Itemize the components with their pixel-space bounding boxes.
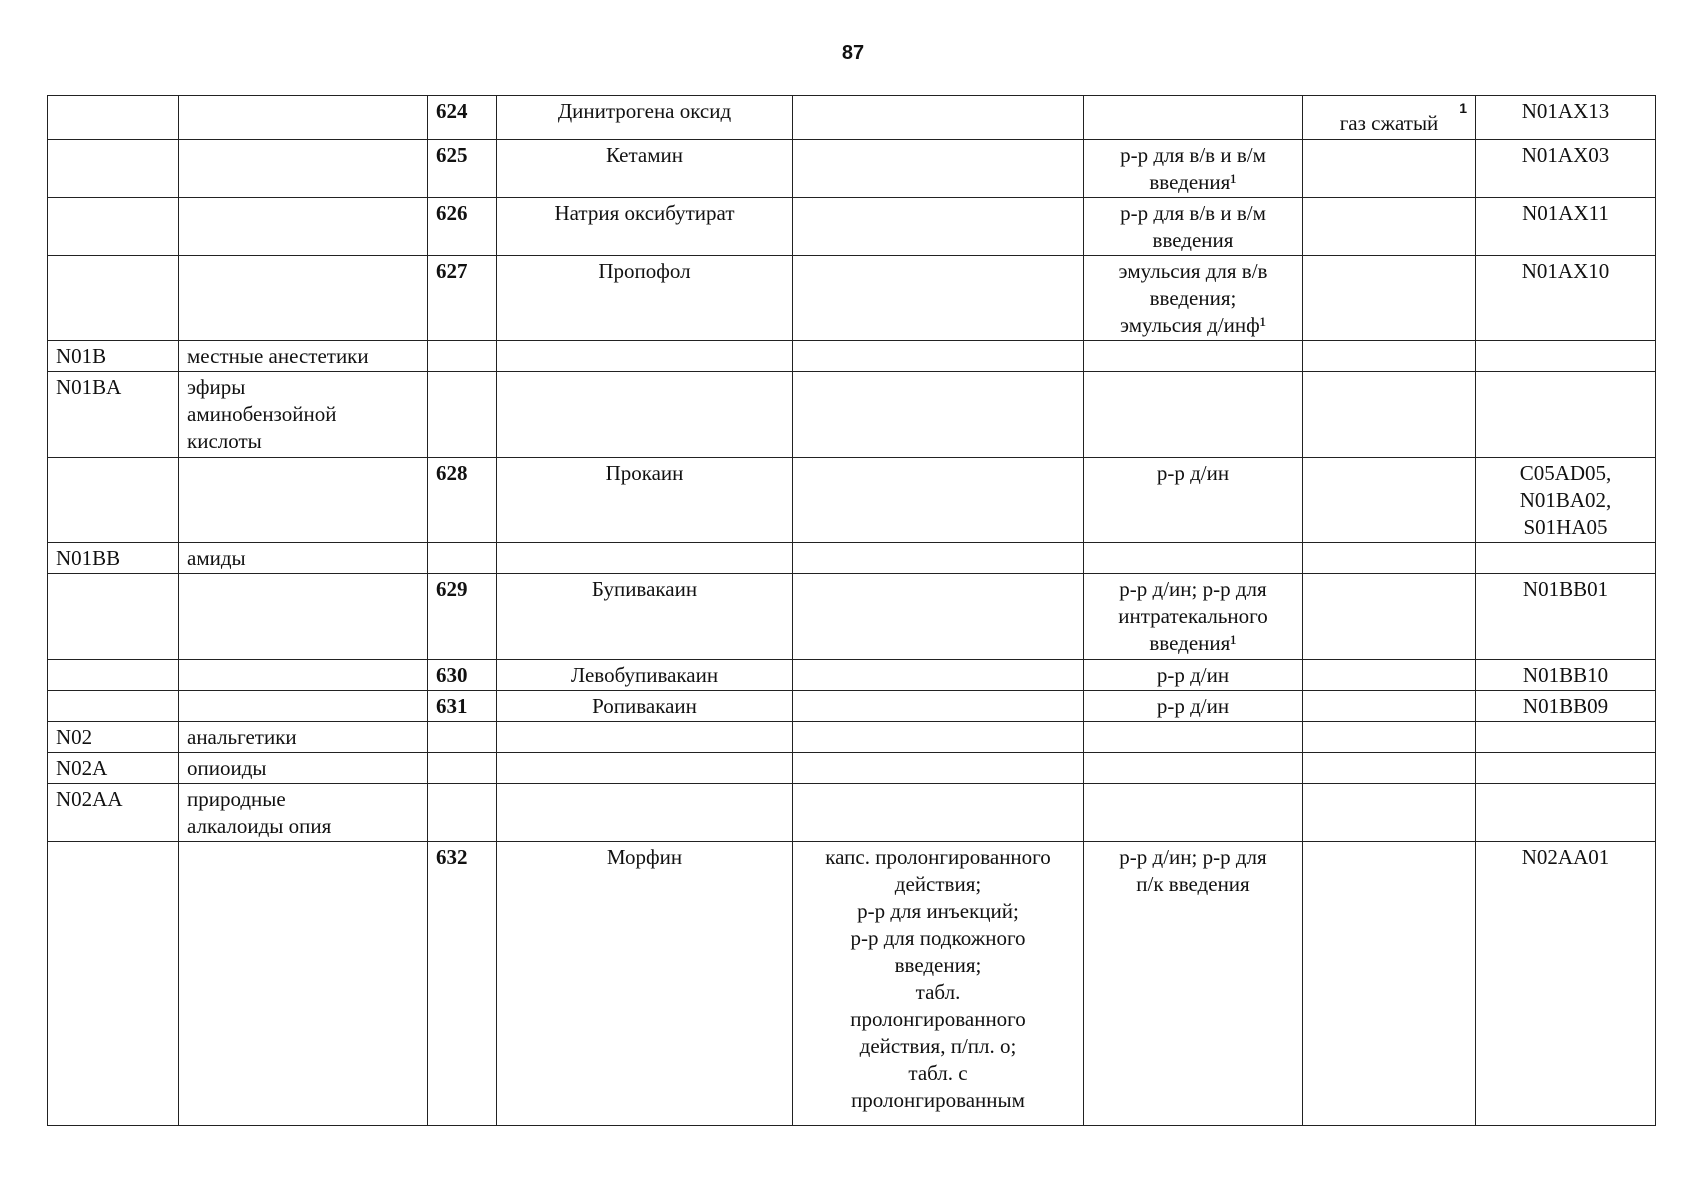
table-row (48, 372, 1656, 458)
table-row (48, 784, 1656, 842)
item-number-cell (428, 198, 497, 256)
dosage-form-a-cell (793, 96, 1084, 140)
dosage-form-a-cell (793, 372, 1084, 458)
item-number-cell (428, 753, 497, 784)
group-code-cell (48, 140, 179, 198)
extra-form-text (1311, 374, 1467, 386)
extra-form-text (1311, 545, 1467, 557)
group-name-cell (179, 372, 428, 458)
item-number-cell (428, 372, 497, 458)
atc-code-text: N01BB09 (1522, 694, 1609, 718)
footnote-marker: 1 (1459, 100, 1467, 116)
extra-form-cell (1303, 842, 1476, 1126)
drug-name-cell (497, 372, 793, 458)
dosage-form-b-cell (1084, 691, 1303, 722)
extra-form-cell (1303, 140, 1476, 198)
group-name-cell (179, 722, 428, 753)
group-code-text: N01BB (56, 546, 121, 570)
group-code-cell (48, 784, 179, 842)
group-name-cell (179, 660, 428, 691)
extra-form-cell (1303, 574, 1476, 660)
dosage-form-a-cell (793, 574, 1084, 660)
atc-code-cell (1476, 753, 1656, 784)
atc-code-text: N02AA01 (1521, 845, 1610, 869)
atc-code-cell (1476, 341, 1656, 372)
extra-form-cell (1303, 256, 1476, 341)
group-name-cell (179, 256, 428, 341)
extra-form-text (1311, 142, 1467, 154)
drug-table (47, 95, 1656, 1126)
item-number-cell (428, 96, 497, 140)
group-code-text: N02AA (56, 787, 123, 811)
extra-form-cell (1303, 198, 1476, 256)
dosage-form-b-cell (1084, 198, 1303, 256)
extra-form-text (1311, 576, 1467, 588)
group-code-cell (48, 341, 179, 372)
item-number-text: 627 (436, 259, 468, 283)
extra-form-text (1311, 662, 1467, 674)
table-row (48, 722, 1656, 753)
extra-form-cell (1303, 784, 1476, 842)
atc-code-cell (1476, 543, 1656, 574)
group-code-text: N01BA (56, 375, 122, 399)
dosage-form-b-cell (1084, 842, 1303, 1126)
group-code-cell (48, 842, 179, 1126)
drug-name-cell (497, 784, 793, 842)
dosage-form-a-cell (793, 784, 1084, 842)
atc-code-cell (1476, 722, 1656, 753)
dosage-form-b-cell (1084, 660, 1303, 691)
atc-code-cell (1476, 458, 1656, 543)
group-name-cell (179, 784, 428, 842)
extra-form-cell (1303, 660, 1476, 691)
drug-name-text: Морфин (606, 845, 683, 869)
extra-form-text (1311, 844, 1467, 856)
group-code-cell (48, 256, 179, 341)
table-row (48, 198, 1656, 256)
group-code-cell (48, 543, 179, 574)
group-name-cell (179, 574, 428, 660)
table-row (48, 96, 1656, 140)
group-code-cell (48, 372, 179, 458)
atc-code-text: N01BB01 (1522, 577, 1609, 601)
table-row (48, 256, 1656, 341)
atc-code-cell (1476, 256, 1656, 341)
item-number-text: 625 (436, 143, 468, 167)
drug-name-text: Натрия оксибутират (554, 201, 735, 225)
group-name-cell (179, 543, 428, 574)
drug-name-text: Кетамин (605, 143, 684, 167)
dosage-form-a-cell (793, 842, 1084, 1126)
group-name-text: эфиры аминобензойной кислоты (187, 375, 337, 453)
table-row (48, 574, 1656, 660)
drug-name-cell (497, 256, 793, 341)
group-code-text: N02 (56, 725, 93, 749)
drug-name-text: Левобупивакаин (570, 663, 719, 687)
group-name-cell (179, 341, 428, 372)
item-number-cell (428, 722, 497, 753)
group-name-text: опиоиды (187, 756, 267, 780)
item-number-cell (428, 458, 497, 543)
dosage-form-a-cell (793, 722, 1084, 753)
item-number-cell (428, 660, 497, 691)
drug-name-cell (497, 96, 793, 140)
dosage-form-b-cell (1084, 341, 1303, 372)
extra-form-cell (1303, 458, 1476, 543)
drug-name-cell (497, 691, 793, 722)
table-row (48, 842, 1656, 1126)
dosage-form-a-cell (793, 458, 1084, 543)
dosage-form-b-text: р-р д/ин; р-р для п/к введения (1119, 845, 1267, 896)
extra-form-cell (1303, 96, 1476, 140)
dosage-form-a-cell (793, 256, 1084, 341)
extra-form-cell (1303, 691, 1476, 722)
group-name-cell (179, 198, 428, 256)
atc-code-cell (1476, 691, 1656, 722)
item-number-text: 630 (436, 663, 468, 687)
atc-code-cell (1476, 372, 1656, 458)
group-code-text: N02A (56, 756, 108, 780)
dosage-form-b-cell (1084, 574, 1303, 660)
group-name-cell (179, 842, 428, 1126)
table-row (48, 660, 1656, 691)
dosage-form-b-text: р-р для в/в и в/м введения¹ (1120, 143, 1266, 194)
drug-name-cell (497, 543, 793, 574)
group-name-text: амиды (187, 546, 246, 570)
item-number-cell (428, 341, 497, 372)
item-number-cell (428, 140, 497, 198)
atc-code-cell (1476, 198, 1656, 256)
extra-form-text (1311, 460, 1467, 472)
dosage-form-b-cell (1084, 722, 1303, 753)
group-name-cell (179, 458, 428, 543)
drug-name-cell (497, 722, 793, 753)
drug-name-text: Бупивакаин (591, 577, 698, 601)
dosage-form-b-cell (1084, 372, 1303, 458)
dosage-form-a-cell (793, 660, 1084, 691)
atc-code-cell (1476, 96, 1656, 140)
extra-form-text: газ сжатый (1339, 111, 1439, 135)
atc-code-text: N01AX11 (1522, 201, 1609, 225)
item-number-text: 632 (436, 845, 468, 869)
item-number-cell (428, 574, 497, 660)
drug-name-cell (497, 574, 793, 660)
dosage-form-b-cell (1084, 140, 1303, 198)
table-row (48, 543, 1656, 574)
atc-code-text: C05AD05, N01BA02, S01HA05 (1519, 461, 1612, 539)
table-row (48, 341, 1656, 372)
extra-form-text (1311, 786, 1467, 798)
dosage-form-b-text: эмульсия для в/в введения; эмульсия д/инф¹ (1118, 259, 1268, 337)
dosage-form-a-cell (793, 691, 1084, 722)
group-code-cell (48, 458, 179, 543)
drug-name-cell (497, 660, 793, 691)
table-row (48, 140, 1656, 198)
table-row (48, 458, 1656, 543)
table-row (48, 753, 1656, 784)
extra-form-cell (1303, 722, 1476, 753)
dosage-form-b-cell (1084, 784, 1303, 842)
extra-form-text (1311, 755, 1467, 767)
atc-code-text: N01AX03 (1521, 143, 1610, 167)
atc-code-cell (1476, 140, 1656, 198)
atc-code-text: N01AX10 (1521, 259, 1610, 283)
atc-code-text: N01BB10 (1522, 663, 1609, 687)
dosage-form-a-cell (793, 341, 1084, 372)
item-number-text: 631 (436, 694, 468, 718)
extra-form-text (1311, 693, 1467, 705)
drug-name-cell (497, 753, 793, 784)
group-name-text: анальгетики (187, 725, 297, 749)
extra-form-text (1311, 343, 1467, 355)
item-number-cell (428, 543, 497, 574)
dosage-form-b-text: р-р д/ин (1156, 694, 1230, 718)
group-name-cell (179, 96, 428, 140)
item-number-text: 626 (436, 201, 468, 225)
group-name-cell (179, 691, 428, 722)
atc-code-text: N01AX13 (1521, 99, 1610, 123)
drug-name-text: Ропивакаин (592, 694, 697, 718)
group-name-text: природные алкалоиды опия (187, 787, 332, 838)
extra-form-cell (1303, 753, 1476, 784)
atc-code-cell (1476, 842, 1656, 1126)
item-number-cell (428, 784, 497, 842)
extra-form-text (1311, 258, 1467, 270)
extra-form-cell (1303, 341, 1476, 372)
atc-code-cell (1476, 574, 1656, 660)
page-number: 87 (841, 42, 865, 64)
dosage-form-b-cell (1084, 543, 1303, 574)
extra-form-cell (1303, 372, 1476, 458)
drug-name-text: Пропофол (598, 259, 691, 283)
drug-name-text: Динитрогена оксид (557, 99, 732, 123)
dosage-form-b-text: р-р д/ин (1156, 663, 1230, 687)
group-code-cell (48, 722, 179, 753)
dosage-form-b-cell (1084, 458, 1303, 543)
drug-name-cell (497, 458, 793, 543)
atc-code-cell (1476, 784, 1656, 842)
dosage-form-a-cell (793, 753, 1084, 784)
group-code-cell (48, 691, 179, 722)
drug-name-cell (497, 198, 793, 256)
dosage-form-b-text: р-р д/ин (1156, 461, 1230, 485)
drug-name-text: Прокаин (605, 461, 684, 485)
group-code-cell (48, 753, 179, 784)
dosage-form-b-cell (1084, 96, 1303, 140)
group-code-text: N01B (56, 344, 107, 368)
item-number-text: 629 (436, 577, 468, 601)
group-name-text: местные анестетики (187, 344, 369, 368)
group-code-cell (48, 96, 179, 140)
item-number-cell (428, 256, 497, 341)
table-row (48, 691, 1656, 722)
drug-name-cell (497, 140, 793, 198)
dosage-form-a-cell (793, 140, 1084, 198)
atc-code-cell (1476, 660, 1656, 691)
group-code-cell (48, 198, 179, 256)
dosage-form-b-cell (1084, 753, 1303, 784)
drug-name-cell (497, 842, 793, 1126)
group-code-cell (48, 574, 179, 660)
group-name-cell (179, 140, 428, 198)
group-name-cell (179, 753, 428, 784)
dosage-form-b-text: р-р для в/в и в/м введения (1120, 201, 1266, 252)
item-number-cell (428, 691, 497, 722)
dosage-form-a-cell (793, 543, 1084, 574)
item-number-text: 624 (436, 99, 468, 123)
extra-form-cell (1303, 543, 1476, 574)
item-number-cell (428, 842, 497, 1126)
group-code-cell (48, 660, 179, 691)
extra-form-text (1311, 200, 1467, 212)
dosage-form-b-text: р-р д/ин; р-р для интратекального введения¹ (1118, 577, 1268, 655)
dosage-form-b-cell (1084, 256, 1303, 341)
dosage-form-a-text: капс. пролонгированного действия; р-р для инъекций; р-р для подкожного введения; табл. пролонгированного действия, п/пл. о; табл. с пролонгированным (825, 845, 1051, 1112)
extra-form-text (1311, 724, 1467, 736)
drug-name-cell (497, 341, 793, 372)
item-number-text: 628 (436, 461, 468, 485)
dosage-form-a-cell (793, 198, 1084, 256)
